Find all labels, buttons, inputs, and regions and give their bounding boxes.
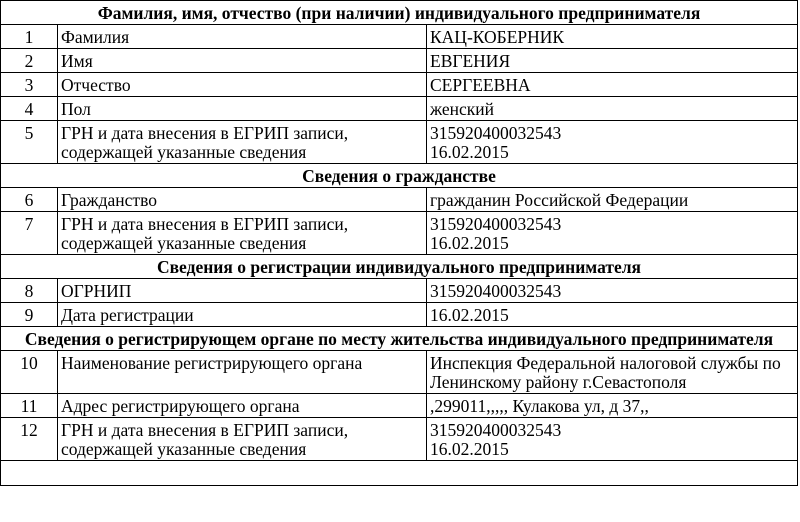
row-number: 1	[1, 25, 58, 49]
table-row	[1, 188, 798, 212]
entry-date: 16.02.2015	[430, 233, 509, 253]
section-title-registering-authority: Сведения о регистрирующем органе по месту жительства индивидуального предпринимателя	[1, 327, 798, 351]
section-title-citizenship: Сведения о гражданстве	[1, 164, 798, 188]
row-number: 4	[1, 97, 58, 121]
row-label: Отчество	[58, 73, 427, 97]
row-label: Наименование регистрирующего органа	[58, 351, 427, 394]
row-value: Инспекция Федеральной налоговой службы по Ленинскому району г.Севастополя	[427, 351, 798, 394]
row-number: 6	[1, 188, 58, 212]
cut-off-cell	[1, 461, 798, 486]
row-number: 5	[1, 121, 58, 164]
table-row	[1, 49, 798, 73]
row-value: женский	[427, 97, 798, 121]
table-row	[1, 97, 798, 121]
table-row	[1, 212, 798, 255]
row-number: 12	[1, 418, 58, 461]
table-row	[1, 394, 798, 418]
row-value: ЕВГЕНИЯ	[427, 49, 798, 73]
row-value: 315920400032543	[427, 279, 798, 303]
table-row	[1, 303, 798, 327]
row-label: ОГРНИП	[58, 279, 427, 303]
row-number: 7	[1, 212, 58, 255]
entry-date: 16.02.2015	[430, 142, 509, 162]
row-value: ,299011,,,,, Кулакова ул, д 37,,	[427, 394, 798, 418]
row-number: 11	[1, 394, 58, 418]
row-value: КАЦ-КОБЕРНИК	[427, 25, 798, 49]
row-value	[427, 121, 798, 164]
row-value: гражданин Российской Федерации	[427, 188, 798, 212]
grn-number: 315920400032543	[430, 420, 562, 440]
row-value: 16.02.2015	[427, 303, 798, 327]
grn-number: 315920400032543	[430, 123, 562, 143]
table-row	[1, 25, 798, 49]
row-number: 9	[1, 303, 58, 327]
row-value	[427, 418, 798, 461]
row-label: Дата регистрации	[58, 303, 427, 327]
row-label: ГРН и дата внесения в ЕГРИП записи, содержащей указанные сведения	[58, 121, 427, 164]
section-header-row	[1, 164, 798, 188]
section-header-row	[1, 1, 798, 25]
table-row	[1, 73, 798, 97]
section-title-fio: Фамилия, имя, отчество (при наличии) индивидуального предпринимателя	[1, 1, 798, 25]
row-label: Имя	[58, 49, 427, 73]
table-row-cut-off	[1, 461, 798, 486]
row-number: 8	[1, 279, 58, 303]
row-number: 2	[1, 49, 58, 73]
section-header-row	[1, 327, 798, 351]
table-row	[1, 418, 798, 461]
section-title-registration: Сведения о регистрации индивидуального предпринимателя	[1, 255, 798, 279]
entry-date: 16.02.2015	[430, 439, 509, 459]
table-row	[1, 351, 798, 394]
table-row	[1, 121, 798, 164]
row-number: 10	[1, 351, 58, 394]
row-number: 3	[1, 73, 58, 97]
grn-number: 315920400032543	[430, 214, 562, 234]
row-label: ГРН и дата внесения в ЕГРИП записи, содержащей указанные сведения	[58, 212, 427, 255]
row-label: Фамилия	[58, 25, 427, 49]
section-header-row	[1, 255, 798, 279]
table-row	[1, 279, 798, 303]
row-label: ГРН и дата внесения в ЕГРИП записи, содержащей указанные сведения	[58, 418, 427, 461]
row-value	[427, 212, 798, 255]
row-label: Гражданство	[58, 188, 427, 212]
row-value: СЕРГЕЕВНА	[427, 73, 798, 97]
row-label: Адрес регистрирующего органа	[58, 394, 427, 418]
row-label: Пол	[58, 97, 427, 121]
